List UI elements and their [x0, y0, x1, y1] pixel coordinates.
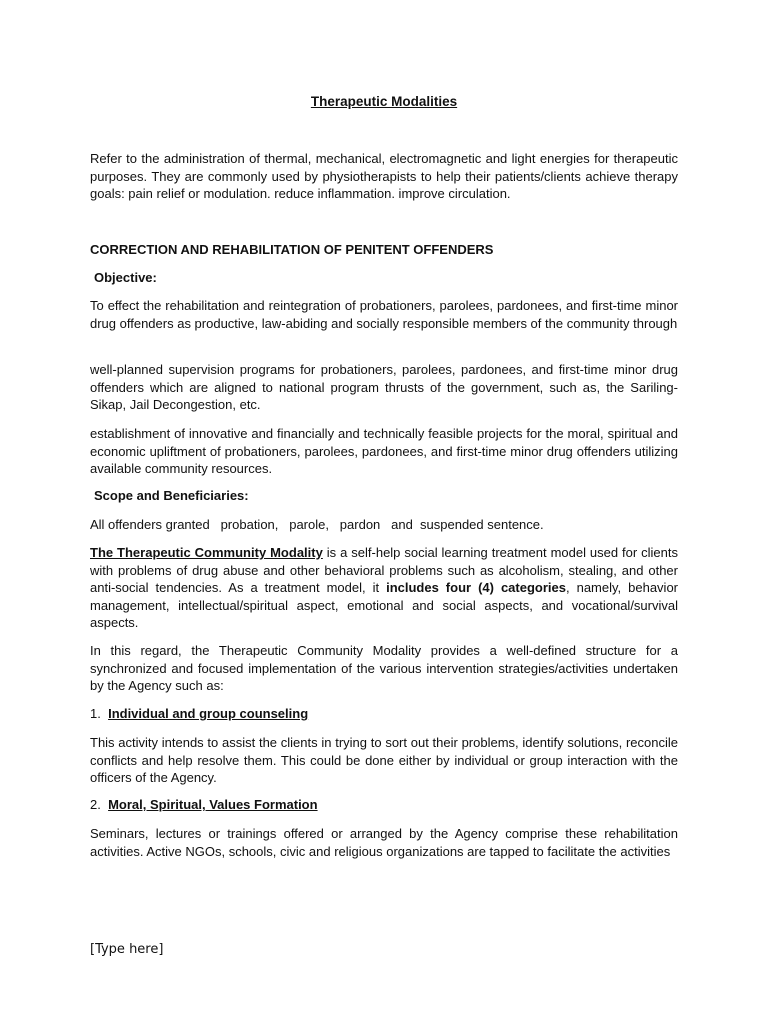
- item-2-number: 2.: [90, 797, 101, 812]
- item-1-heading: [90, 706, 308, 721]
- section-heading: CORRECTION AND REHABILITATION OF PENITENT OFFENDERS: [90, 242, 494, 257]
- objective-heading: Objective:: [94, 270, 157, 285]
- tcm-text-2: , namely, behavior management, intellectual/spiritual aspect, emotional and social aspects, and vocational/survival aspects.: [90, 580, 678, 631]
- scope-paragraph: All offenders granted probation, parole, pardon and suspended sentence.: [90, 517, 544, 532]
- objective-paragraph-1: To effect the rehabilitation and reintegration of probationers, parolees, pardonees, and first-time minor drug offenders as productive, law-abiding and socially responsible members of the community through: [90, 298, 678, 331]
- item-1-title: Individual and group counseling: [108, 706, 309, 721]
- item-1-number: 1.: [90, 706, 101, 721]
- objective-paragraph-2: well-planned supervision programs for probationers, parolees, pardonees, and first-time minor drug offenders which are aligned to national program thrusts of the government, such as, the Sariling-Sikap, Jail Decongestion, etc.: [90, 362, 678, 413]
- item-2-heading: [90, 797, 318, 812]
- tcm-bold-categories: includes four (4) categories: [386, 580, 566, 596]
- tcm-paragraph: [90, 544, 678, 632]
- tcm-lead: The Therapeutic Community Modality: [90, 545, 323, 560]
- objective-paragraph-3: establishment of innovative and financially and technically feasible projects for the moral, spiritual and economic upliftment of probationers, parolees, pardonees, and first-time minor drug offenders utilizing available community resources.: [90, 426, 678, 477]
- item-2-title: Moral, Spiritual, Values Formation: [108, 797, 318, 812]
- intro-paragraph: Refer to the administration of thermal, mechanical, electromagnetic and light energies for therapeutic purposes. They are commonly used by physiotherapists to help their patients/clients achieve therapy goals: pain relief or modulation. reduce inflammation. improve circulation.: [90, 151, 678, 202]
- item-1-text: This activity intends to assist the clients in trying to sort out their problems, identify solutions, reconcile conflicts and help resolve them. This could be done either by individual or group interaction with the officers of the Agency.: [90, 735, 678, 786]
- regard-paragraph: In this regard, the Therapeutic Community Modality provides a well-defined structure for a synchronized and focused implementation of the various intervention strategies/activities undertaken by the Agency such as:: [90, 643, 678, 694]
- scope-heading: Scope and Beneficiaries:: [94, 488, 249, 503]
- tcm-text-1: is a self-help social learning treatment model used for clients with problems of drug abuse and other behavioral problems such as alcoholism, stealing, and other anti-social tendencies. As a treatment model, it: [90, 545, 678, 596]
- item-2-text: Seminars, lectures or trainings offered or arranged by the Agency comprise these rehabilitation activities. Active NGOs, schools, civic and religious organizations are tapped to facilitate the activities: [90, 826, 678, 859]
- footer-placeholder[interactable]: [Type here]: [90, 942, 164, 957]
- page-title: Therapeutic Modalities: [310, 94, 458, 109]
